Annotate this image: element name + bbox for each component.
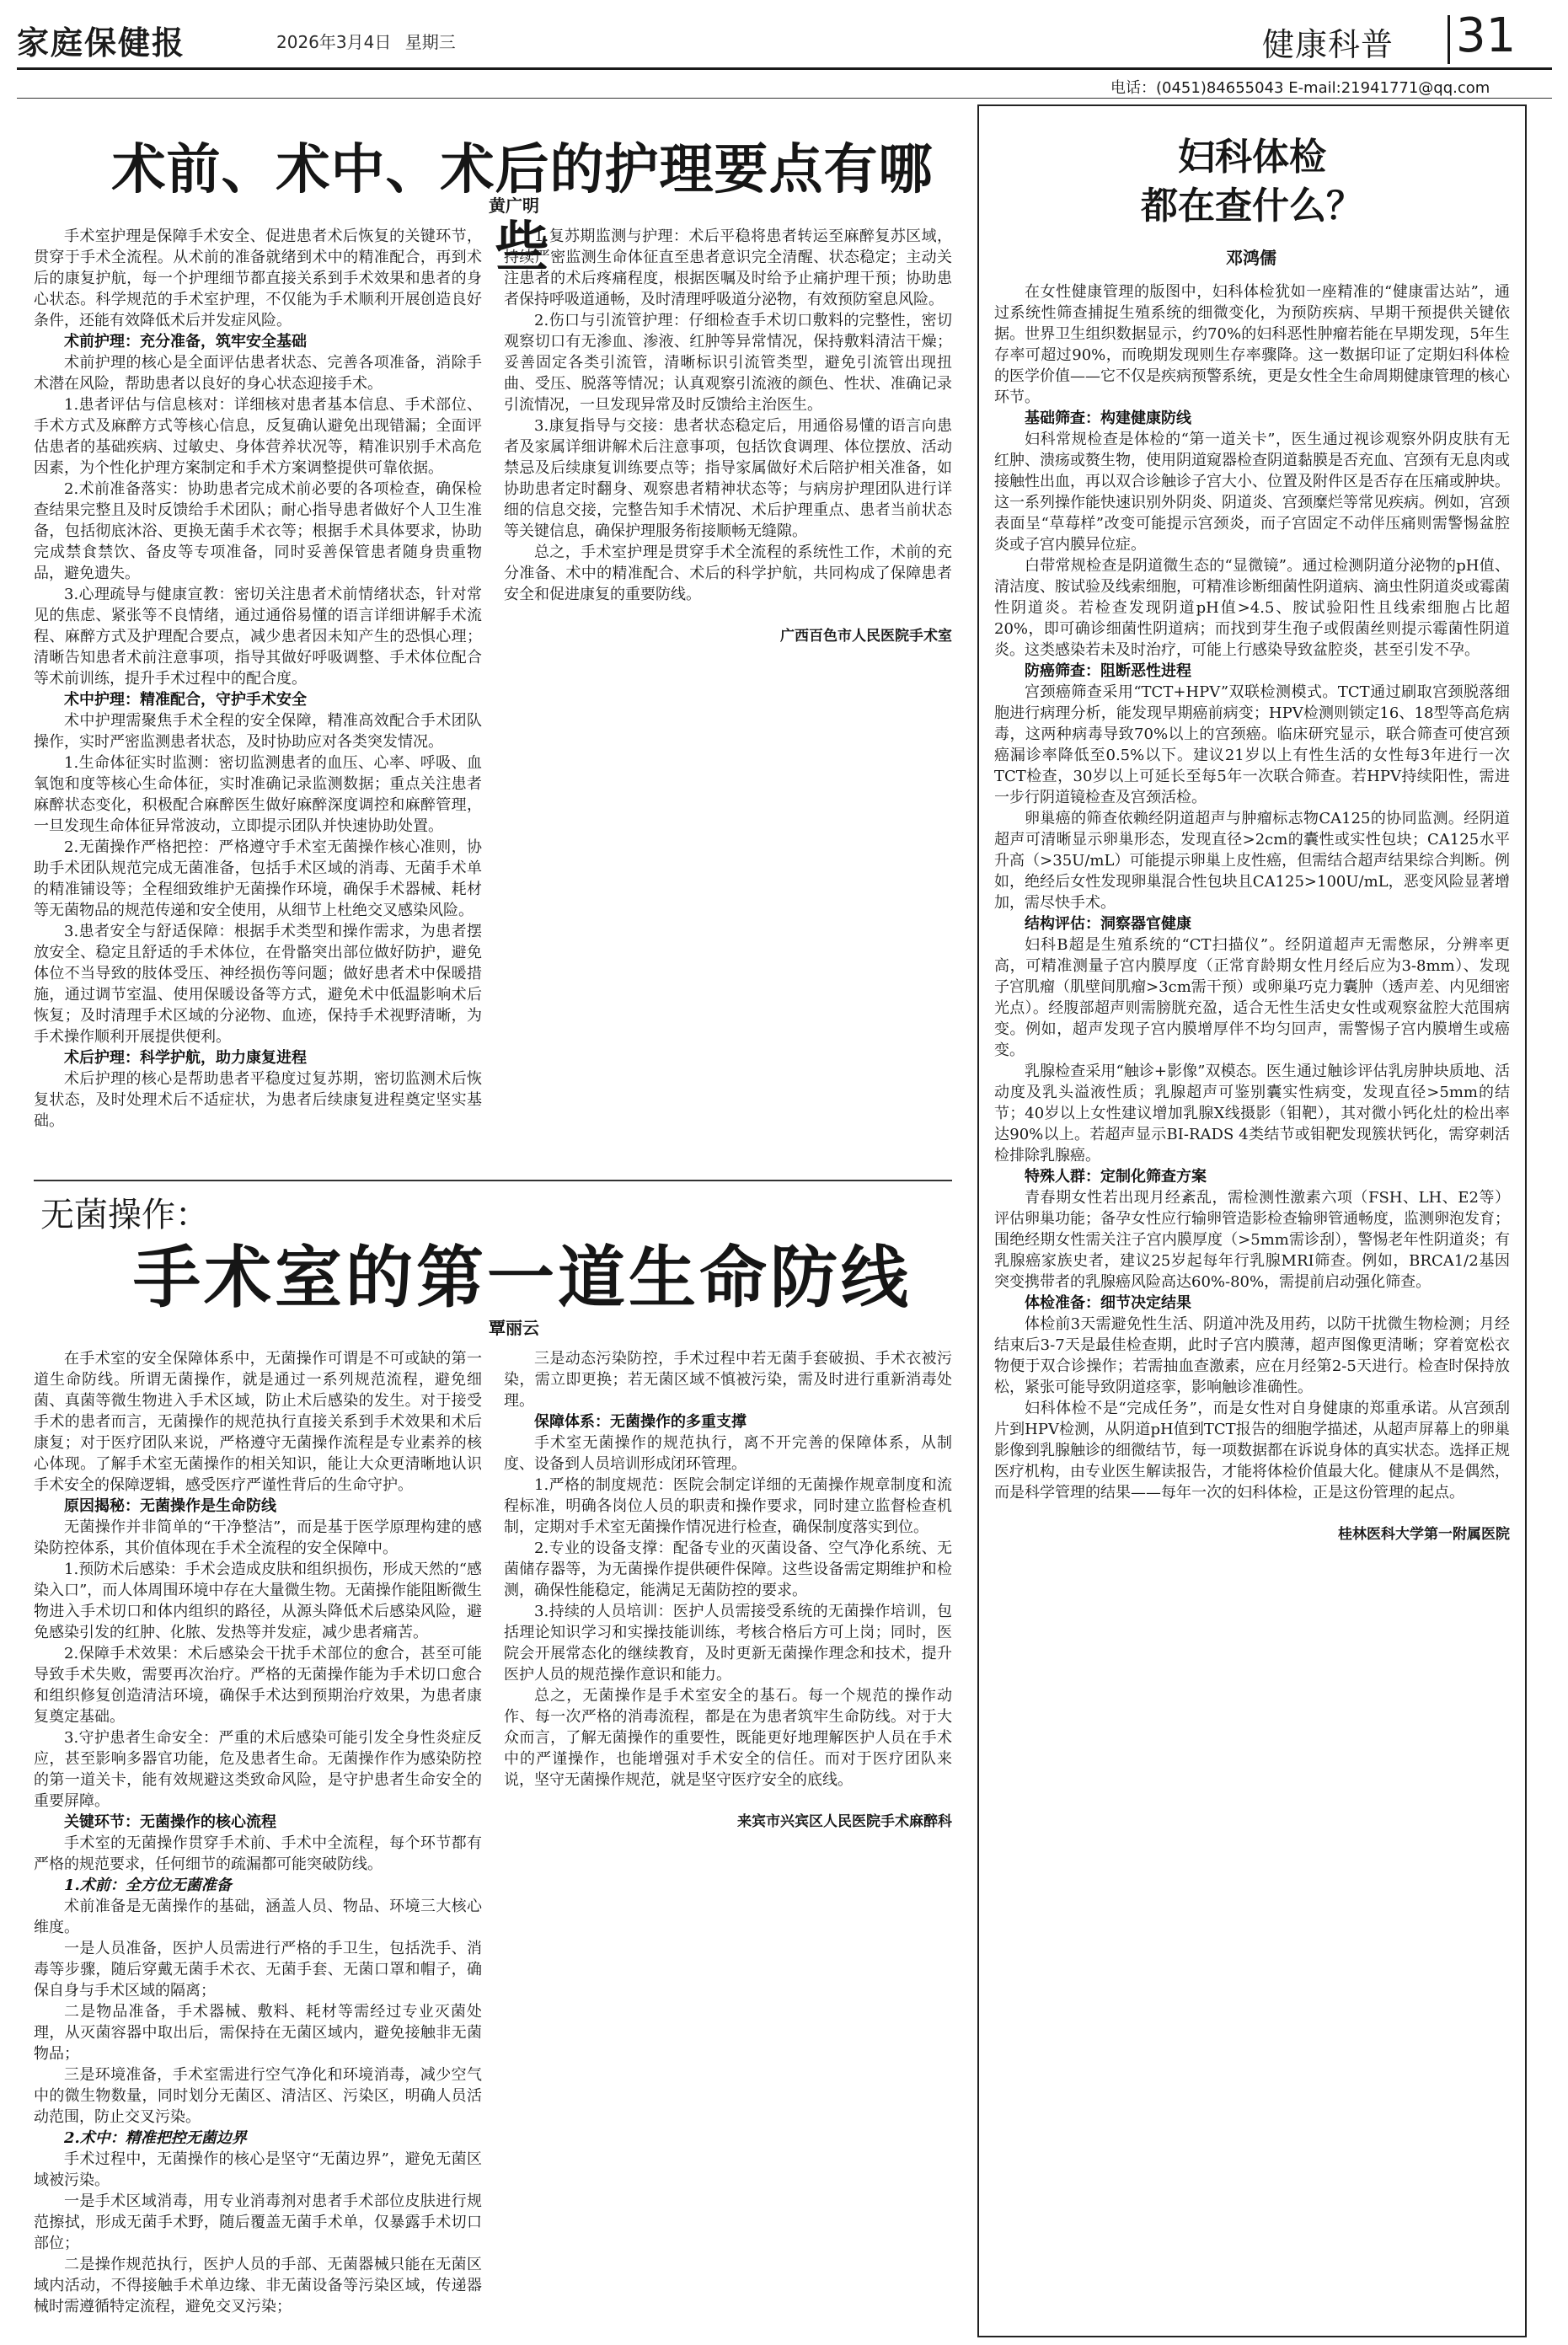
author-institution: 广西百色市人民医院手术室 [780,628,952,645]
paragraph: 妇科常规检查是体检的“第一道关卡”，医生通过视诊观察外阴皮肤有无红肿、溃疡或赘生物，使用阴道窥器检查阴道黏膜是否充血、宫颈有无息肉或接触性出血，再以双合诊触诊子宫大小、位置及附件区是否存在压痛或肿块。这一系列操作能快速识别外阴炎、阴道炎、宫颈糜烂等常见疾病。例如，宫颈表面呈“草莓样”改变可能提示宫颈炎，而子宫固定不动伴压痛则需警惕盆腔炎或子宫内膜异位症。 [994,431,1510,554]
paragraph: 一是手术区域消毒，用专业消毒剂对患者手术部位皮肤进行规范擦拭，形成无菌手术野，随后覆盖无菌手术单，仅暴露手术切口部位； [34,2192,482,2252]
paragraph: 宫颈癌筛查采用“TCT+HPV”双联检测模式。TCT通过刷取宫颈脱落细胞进行病理分析，能发现早期癌前病变；HPV检测则锁定16、18型等高危病毒，这两种病毒导致70%以上的宫颈癌。临床研究显示，联合筛查可使宫颈癌漏诊率降低至0.5%以下。建议21岁以上有性生活的女性每3年进行一次TCT检查，30岁以上可延长至每5年一次联合筛查。若HPV持续阳性，需进一步行阴道镜检查及宫颈活检。 [994,683,1510,806]
paragraph: 1.患者评估与信息核对：详细核对患者基本信息、手术部位、手术方式及麻醉方式等核心信息，反复确认避免出现错漏；全面评估患者的基础疾病、过敏史、身体营养状况等，精准识别手术高危因素，为个性化护理方案制定和手术方案调整提供可靠依据。 [34,396,482,477]
section-title: 健康科普 [1262,26,1394,63]
masthead [17,8,1552,63]
date-text: 2026年3月4日 [276,32,392,52]
paragraph: 青春期女性若出现月经紊乱，需检测性激素六项（FSH、LH、E2等）评估卵巢功能；备孕女性应行输卵管造影检查输卵管通畅度，监测卵泡发育；围绝经期女性需关注子宫内膜厚度（>5mm需诊刮），警惕老年性阴道炎；有乳腺癌家族史者，建议25岁起每年行乳腺MRI筛查。例如，BRCA1/2基因突变携带者的乳腺癌风险高达60%-80%，需提前启动强化筛查。 [994,1189,1510,1291]
paragraph: 总之，手术室护理是贯穿手术全流程的系统性工作，术前的充分准备、术中的精准配合、术后的科学护航，共同构成了保障患者安全和促进康复的重要防线。 [504,543,952,603]
article2-author: 覃丽云 [489,1318,539,1338]
article2-title: 手术室的第一道生命防线 [133,1238,912,1317]
article3-title-line2: 都在查什么？ [1141,185,1363,228]
article2-kicker: 无菌操作： [40,1196,209,1234]
paragraph: 白带常规检查是阴道微生态的“显微镜”。通过检测阴道分泌物的pH值、清洁度、胺试验及线索细胞，可精准诊断细菌性阴道病、滴虫性阴道炎或霉菌性阴道炎。若检查发现阴道pH值>4.5、胺试验阳性且线索细胞占比超20%，即可确诊细菌性阴道病；而找到芽生孢子或假菌丝则提示霉菌性阴道炎。这类感染若未及时治疗，可能上行感染导致盆腔炎，甚至引发不孕。 [994,557,1510,659]
paragraph: 体检前3天需避免性生活、阴道冲洗及用药，以防干扰微生物检测；月经结束后3-7天是最佳检查期，此时子宫内膜薄，超声图像更清晰；穿着宽松衣物便于双合诊操作；若需抽血查激素，应在月经第2-5天进行。检查时保持放松，紧张可能导致阴道痉挛，影响触诊准确性。 [994,1315,1510,1396]
paragraph: 3.患者安全与舒适保障：根据手术类型和操作需求，为患者摆放安全、稳定且舒适的手术体位，在骨骼突出部位做好防护，避免体位不当导致的肢体受压、神经损伤等问题；做好患者术中保暖措施，通过调节室温、使用保暖设备等方式，避免术中低温影响术后恢复；及时清理手术区域的分泌物、血迹，保持手术视野清晰，为手术操作顺利开展提供便利。 [34,923,482,1046]
contact-info: 电话：(0451)84655043 E-mail:21941771@qq.com [1110,79,1490,97]
paragraph: 术后护理的核心是帮助患者平稳度过复苏期，密切监测术后恢复状态，及时处理术后不适症状，为患者后续康复进程奠定坚实基础。 [34,1070,482,1130]
paragraph: 二是操作规范执行，医护人员的手部、无菌器械只能在无菌区域内活动，不得接触手术单边缘、非无菌设备等污染区域，传递器械时需遵循特定流程，避免交叉污染； [34,2256,482,2316]
paragraph: 2.无菌操作严格把控：严格遵守手术室无菌操作核心准则，协助手术团队规范完成无菌准备，包括手术区域的消毒、无菌手术单的精准铺设等；全程细致维护无菌操作环境，确保手术器械、耗材等无菌物品的规范传递和安全使用，从细节上杜绝交叉感染风险。 [34,838,482,919]
article3-body [994,281,1510,1543]
paragraph: 一是人员准备，医护人员需进行严格的手卫生，包括洗手、消毒等步骤，随后穿戴无菌手术衣、无菌手套、无菌口罩和帽子，确保自身与手术区域的隔离； [34,1940,482,2000]
paragraph: 3.守护患者生命安全：严重的术后感染可能引发全身性炎症反应，甚至影响多器官功能，危及患者生命。无菌操作作为感染防控的第一道关卡，能有效规避这类致命风险，是守护患者生命安全的重要屏障。 [34,1729,482,1810]
paragraph: 无菌操作并非简单的“干净整洁”，而是基于医学原理构建的感染防控体系，其价值体现在手术全流程的安全保障中。 [34,1518,482,1557]
section-heading: 关键环节：无菌操作的核心流程 [64,1813,276,1831]
paragraph: 卵巢癌的筛查依赖经阴道超声与肿瘤标志物CA125的协同监测。经阴道超声可清晰显示卵巢形态，发现直径>2cm的囊性或实性包块；CA125水平升高（>35U/mL）可能提示卵巢上皮性癌，但需结合超声结果综合判断。例如，绝经后女性发现卵巢混合性包块且CA125>100U/mL，恶变风险显著增加，需尽快手术。 [994,810,1510,912]
paragraph: 手术室护理是保障手术安全、促进患者术后恢复的关键环节，贯穿于手术全流程。从术前的准备就绪到术中的精准配合，再到术后的康复护航，每一个护理细节都直接关系到手术效果和患者的身心状态。科学规范的手术室护理，不仅能为手术顺利开展创造良好条件，还能有效降低术后并发症风险。 [34,228,482,329]
newspaper-name: 家庭保健报 [17,24,186,62]
paragraph: 1.严格的制度规范：医院会制定详细的无菌操作规章制度和流程标准，明确各岗位人员的职责和操作要求，同时建立监督检查机制，定期对手术室无菌操作情况进行检查，确保制度落实到位。 [504,1476,952,1536]
author-institution: 桂林医科大学第一附属医院 [1338,1526,1510,1543]
article1-body [34,226,952,1170]
paragraph: 妇科B超是生殖系统的“CT扫描仪”。经阴道超声无需憋尿，分辨率更高，可精准测量子宫内膜厚度（正常育龄期女性月经后应为3-8mm）、发现子宫肌瘤（肌壁间肌瘤>3cm需干预）或卵巢巧克力囊肿（透声差、内见细密光点）。经腹部超声则需膀胱充盈，适合无性生活史女性或观察盆腔大范围病变。例如，超声发现子宫内膜增厚伴不均匀回声，需警惕子宫内膜增生或癌变。 [994,936,1510,1059]
paragraph: 2.保障手术效果：术后感染会干扰手术部位的愈合，甚至可能导致手术失败，需要再次治疗。严格的无菌操作能为手术切口愈合和组织修复创造清洁环境，确保手术达到预期治疗效果，为患者康复奠定基础。 [34,1645,482,1726]
paragraph: 术前护理的核心是全面评估患者状态、完善各项准备，消除手术潜在风险，帮助患者以良好的身心状态迎接手术。 [34,354,482,393]
paragraph: 乳腺检查采用“触诊+影像”双模态。医生通过触诊评估乳房肿块质地、活动度及乳头溢液性质；乳腺超声可鉴别囊实性病变，发现直径>5mm的结节；40岁以上女性建议增加乳腺X线摄影（钼靶），其对微小钙化灶的检出率达90%以上。若超声显示BI-RADS 4类结节或钼靶发现簇状钙化，需穿刺活检排除乳腺癌。 [994,1063,1510,1164]
section-heading: 术前护理：充分准备，筑牢安全基础 [64,333,307,351]
paragraph: 1.复苏期监测与护理：术后平稳将患者转运至麻醉复苏区域，持续严密监测生命体征直至患者意识完全清醒、状态稳定；主动关注患者的术后疼痛程度，根据医嘱及时给予止痛护理干预；协助患者保持呼吸道通畅，及时清理呼吸道分泌物，有效预防窒息风险。 [504,228,952,308]
issue-date [276,29,464,53]
paragraph: 二是物品准备，手术器械、敷料、耗材等需经过专业灭菌处理，从灭菌容器中取出后，需保持在无菌区域内，避免接触非无菌物品； [34,2003,482,2063]
section-heading: 基础筛查：构建健康防线 [1025,410,1191,427]
author-institution: 来宾市兴宾区人民医院手术麻醉科 [737,1813,952,1830]
article1-title: 术前、术中、术后的护理要点有哪些 [111,138,934,279]
article3-title [977,133,1527,231]
section-subheading: 2.术中：精准把控无菌边界 [64,2129,247,2147]
header-rule [17,98,1552,99]
paragraph: 术前准备是无菌操作的基础，涵盖人员、物品、环境三大核心维度。 [34,1898,482,1936]
paragraph: 3.康复指导与交接：患者状态稳定后，用通俗易懂的语言向患者及家属详细讲解术后注意事项，包括饮食调理、体位摆放、活动禁忌及后续康复训练要点等；指导家属做好术后陪护相关准备，如协助患者定时翻身、观察患者精神状态等；与病房护理团队进行详细的信息交接，完整告知手术情况、术后护理重点、患者当前状态等关键信息，确保护理服务衔接顺畅无缝隙。 [504,417,952,540]
paragraph: 3.持续的人员培训：医护人员需接受系统的无菌操作培训，包括理论知识学习和实操技能训练，考核合格后方可上岗；同时，医院会开展常态化的继续教育，及时更新无菌操作理念和技术，提升医护人员的规范操作意识和能力。 [504,1603,952,1684]
section-heading: 保障体系：无菌操作的多重支撑 [534,1413,747,1431]
paragraph: 手术室的无菌操作贯穿手术前、手术中全流程，每个环节都有严格的规范要求，任何细节的疏漏都可能突破防线。 [34,1834,482,1873]
section-heading: 原因揭秘：无菌操作是生命防线 [64,1497,276,1515]
paragraph: 2.专业的设备支撑：配备专业的灭菌设备、空气净化系统、无菌储存器等，为无菌操作提供硬件保障。这些设备需定期维护和检测，确保性能稳定，能满足无菌防控的要求。 [504,1539,952,1599]
paragraph: 妇科体检不是“完成任务”，而是女性对自身健康的郑重承诺。从宫颈刮片到HPV检测，从阴道pH值到TCT报告的细胞学描述，从超声屏幕上的卵巢影像到乳腺触诊的细微结节，每一项数据都在诉说身体的真实状态。选择正规医疗机构，由专业医生解读报告，才能将体检价值最大化。健康从不是偶然，而是科学管理的结果——每年一次的妇科体检，正是这份管理的起点。 [994,1400,1510,1502]
article-separator [34,1180,952,1181]
weekday-text: 星期三 [404,32,456,52]
paragraph: 3.心理疏导与健康宣教：密切关注患者术前情绪状态，针对常见的焦虑、紧张等不良情绪，通过通俗易懂的语言详细讲解手术流程、麻醉方式及护理配合要点，减少患者因未知产生的恐惧心理；清晰告知患者术前注意事项，指导其做好呼吸调整、手术体位配合等术前训练，提升手术过程中的配合度。 [34,586,482,688]
paragraph: 1.生命体征实时监测：密切监测患者的血压、心率、呼吸、血氧饱和度等核心生命体征，实时准确记录监测数据；重点关注患者麻醉状态变化，积极配合麻醉医生做好麻醉深度调控和麻醉管理，一旦发现生命体征异常波动，立即提示团队并快速协助处置。 [34,754,482,835]
masthead-rule [17,67,1552,70]
section-heading: 体检准备：细节决定结果 [1025,1294,1191,1312]
section-heading: 结构评估：洞察器官健康 [1025,915,1191,933]
section-heading: 术中护理：精准配合，守护手术安全 [64,691,307,709]
paragraph: 手术室无菌操作的规范执行，离不开完善的保障体系，从制度、设备到人员培训形成闭环管理。 [504,1434,952,1473]
paragraph: 术中护理需聚焦手术全程的安全保障，精准高效配合手术团队操作，实时严密监测患者状态，及时协助应对各类突发情况。 [34,712,482,751]
article3-author: 邓鸿儒 [1226,248,1276,268]
paragraph: 手术过程中，无菌操作的核心是坚守“无菌边界”，避免无菌区域被污染。 [34,2150,482,2189]
paragraph: 三是动态污染防控，手术过程中若无菌手套破损、手术衣被污染，需立即更换；若无菌区域不慎被污染，需及时进行重新消毒处理。 [504,1350,952,1410]
paragraph: 2.伤口与引流管护理：仔细检查手术切口敷料的完整性，密切观察切口有无渗血、渗液、红肿等异常情况，保持敷料清洁干燥；妥善固定各类引流管，清晰标识引流管类型，避免引流管出现扭曲、受压、脱落等情况；认真观察引流液的颜色、性状、准确记录引流情况，一旦发现异常及时反馈给主治医生。 [504,312,952,414]
section-heading: 特殊人群：定制化筛查方案 [1025,1168,1207,1186]
paragraph: 2.术前准备落实：协助患者完成术前必要的各项检查，确保检查结果完整且及时反馈给手术团队；耐心指导患者做好个人卫生准备，包括彻底沐浴、更换无菌手术衣等；根据手术具体要求，协助完成禁食禁饮、备皮等专项准备，同时妥善保管患者随身贵重物品，避免遗失。 [34,480,482,582]
section-heading: 术后护理：科学护航，助力康复进程 [64,1049,307,1067]
article2-body [34,1348,952,2317]
paragraph: 在手术室的安全保障体系中，无菌操作可谓是不可或缺的第一道生命防线。所谓无菌操作，就是通过一系列规范流程，避免细菌、真菌等微生物进入手术区域，防止术后感染的发生。对于接受手术的患者而言，无菌操作的规范执行直接关系到手术效果和术后康复；对于医疗团队来说，严格遵守无菌操作流程是专业素养的核心体现。了解手术室无菌操作的相关知识，能让大众更清晰地认识手术安全的保障逻辑，感受医疗严谨性背后的生命守护。 [34,1350,482,1494]
paragraph: 1.预防术后感染：手术会造成皮肤和组织损伤，形成天然的“感染入口”，而人体周围环境中存在大量微生物。无菌操作能阻断微生物进入手术切口和体内组织的路径，从源头降低术后感染风险，避免感染引发的红肿、化脓、发热等并发症，减少患者痛苦。 [34,1561,482,1641]
paragraph: 在女性健康管理的版图中，妇科体检犹如一座精准的“健康雷达站”，通过系统性筛查捕捉生殖系统的细微变化，为预防疾病、早期干预提供关键依据。世界卫生组织数据显示，约70%的妇科恶性肿瘤若能在早期发现，5年生存率可超过90%，而晚期发现则生存率骤降。这一数据印证了定期妇科体检的医学价值——它不仅是疾病预警系统，更是女性全生命周期健康管理的核心环节。 [994,283,1510,406]
paragraph: 总之，无菌操作是手术室安全的基石。每一个规范的操作动作、每一次严格的消毒流程，都是在为患者筑牢生命防线。对于大众而言，了解无菌操作的重要性，既能更好地理解医护人员在手术中的严谨操作，也能增强对手术安全的信任。而对于医疗团队来说，坚守无菌操作规范，就是坚守医疗安全的底线。 [504,1687,952,1789]
page-number: 31 [1456,8,1517,63]
paragraph: 三是环境准备，手术室需进行空气净化和环境消毒，减少空气中的微生物数量，同时划分无菌区、清洁区、污染区，明确人员活动范围，防止交叉污染。 [34,2066,482,2126]
article1-author: 黄广明 [489,195,539,216]
section-subheading: 1.术前：全方位无菌准备 [64,1877,232,1894]
article3-title-line1: 妇科体检 [1178,136,1326,179]
masthead-divider [1448,15,1450,64]
section-heading: 防癌筛查：阻断恶性进程 [1025,662,1191,680]
